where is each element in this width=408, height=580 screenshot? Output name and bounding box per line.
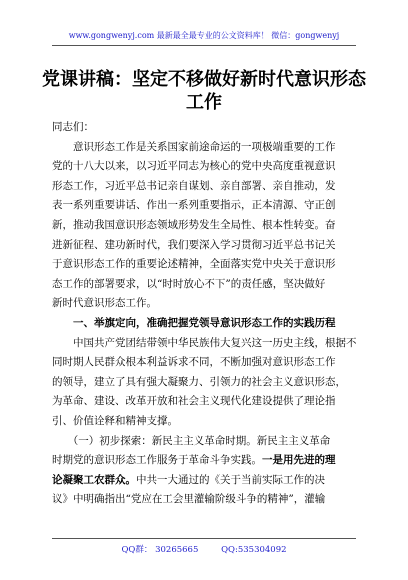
title-line-2: 工作 xyxy=(186,92,222,113)
bold-phrase: 论凝聚工农群众。 xyxy=(52,473,136,486)
header-divider xyxy=(52,45,356,46)
document-title xyxy=(40,68,368,114)
site-footer xyxy=(0,543,408,555)
paragraph-line: 形态工作，习近平总书记亲自谋划、亲自部署、亲自推动，发 xyxy=(52,179,336,192)
paragraph-line: 的领导，建立了具有强大凝聚力、引领力的社会主义意识形态， xyxy=(52,375,346,388)
bold-phrase: 一是用先进的理 xyxy=(262,454,336,467)
paragraph-line: 新时代意识形态工作。 xyxy=(52,297,157,310)
salutation: 同志们： xyxy=(52,121,94,133)
paragraph-line: 新，推动我国意识形态领域形势发生全局性、根本性转变。奋 xyxy=(52,218,336,231)
paragraph-line: 中国共产党团结带领中华民族伟大复兴这一历史主线，根据不 xyxy=(52,336,357,349)
paragraph-line: 意识形态工作是关系国家前途命运的一项极端重要的工作 xyxy=(52,140,336,153)
site-header: www.gongwenyj.com 最新最全最专业的公文资料库！ 微信：gongwenyj xyxy=(68,31,340,40)
paragraph-line xyxy=(52,471,362,491)
paragraph-line: 表一系列重要讲话、作出一系列重要指示，正本清源、守正创 xyxy=(52,199,336,212)
paragraph-line: 引、价值诠释和精神支撑。 xyxy=(52,414,178,427)
paragraph-line: 进新征程、建功新时代，我们要深入学习贯彻习近平总书记关 xyxy=(52,238,336,251)
paragraph-line: 为革命、建设、改革开放和社会主义现代化建设提供了理论指 xyxy=(52,395,336,408)
paragraph-line: 于意识形态工作的重要论述精神，全面落实党中央关于意识形 xyxy=(52,258,336,271)
paragraph-line: 议》中明确指出“党应在工会里灌输阶级斗争的精神”，灌输 xyxy=(52,493,326,506)
footer-divider xyxy=(52,538,356,539)
paragraph-line: （一）初步探索：新民主主义革命时期。新民主主义革命 xyxy=(52,434,331,447)
paragraph-text: 时期党的意识形态工作服务于革命斗争实践。 xyxy=(52,454,262,467)
paragraph-text: 中共一大通过的《关于当前实际工作的决 xyxy=(136,473,325,486)
paragraph-line: 同时期人民群众根本利益诉求不同，不断加强对意识形态工作 xyxy=(52,356,336,369)
paragraph-line: 党的十八大以来，以习近平同志为核心的党中央高度重视意识 xyxy=(52,160,336,173)
section-heading: 一、举旗定向，准确把握党领导意识形态工作的实践历程 xyxy=(52,316,336,329)
qq-contact: QQ:535304092 xyxy=(221,545,287,555)
qq-group: QQ群： 30265665 xyxy=(121,545,199,555)
document-body xyxy=(52,118,362,510)
paragraph-line xyxy=(52,451,362,471)
paragraph-line: 态工作的部署要求，以“时时放心不下”的责任感，坚决做好 xyxy=(52,277,326,290)
title-line-1: 党课讲稿：坚定不移做好新时代意识形态 xyxy=(42,69,366,90)
